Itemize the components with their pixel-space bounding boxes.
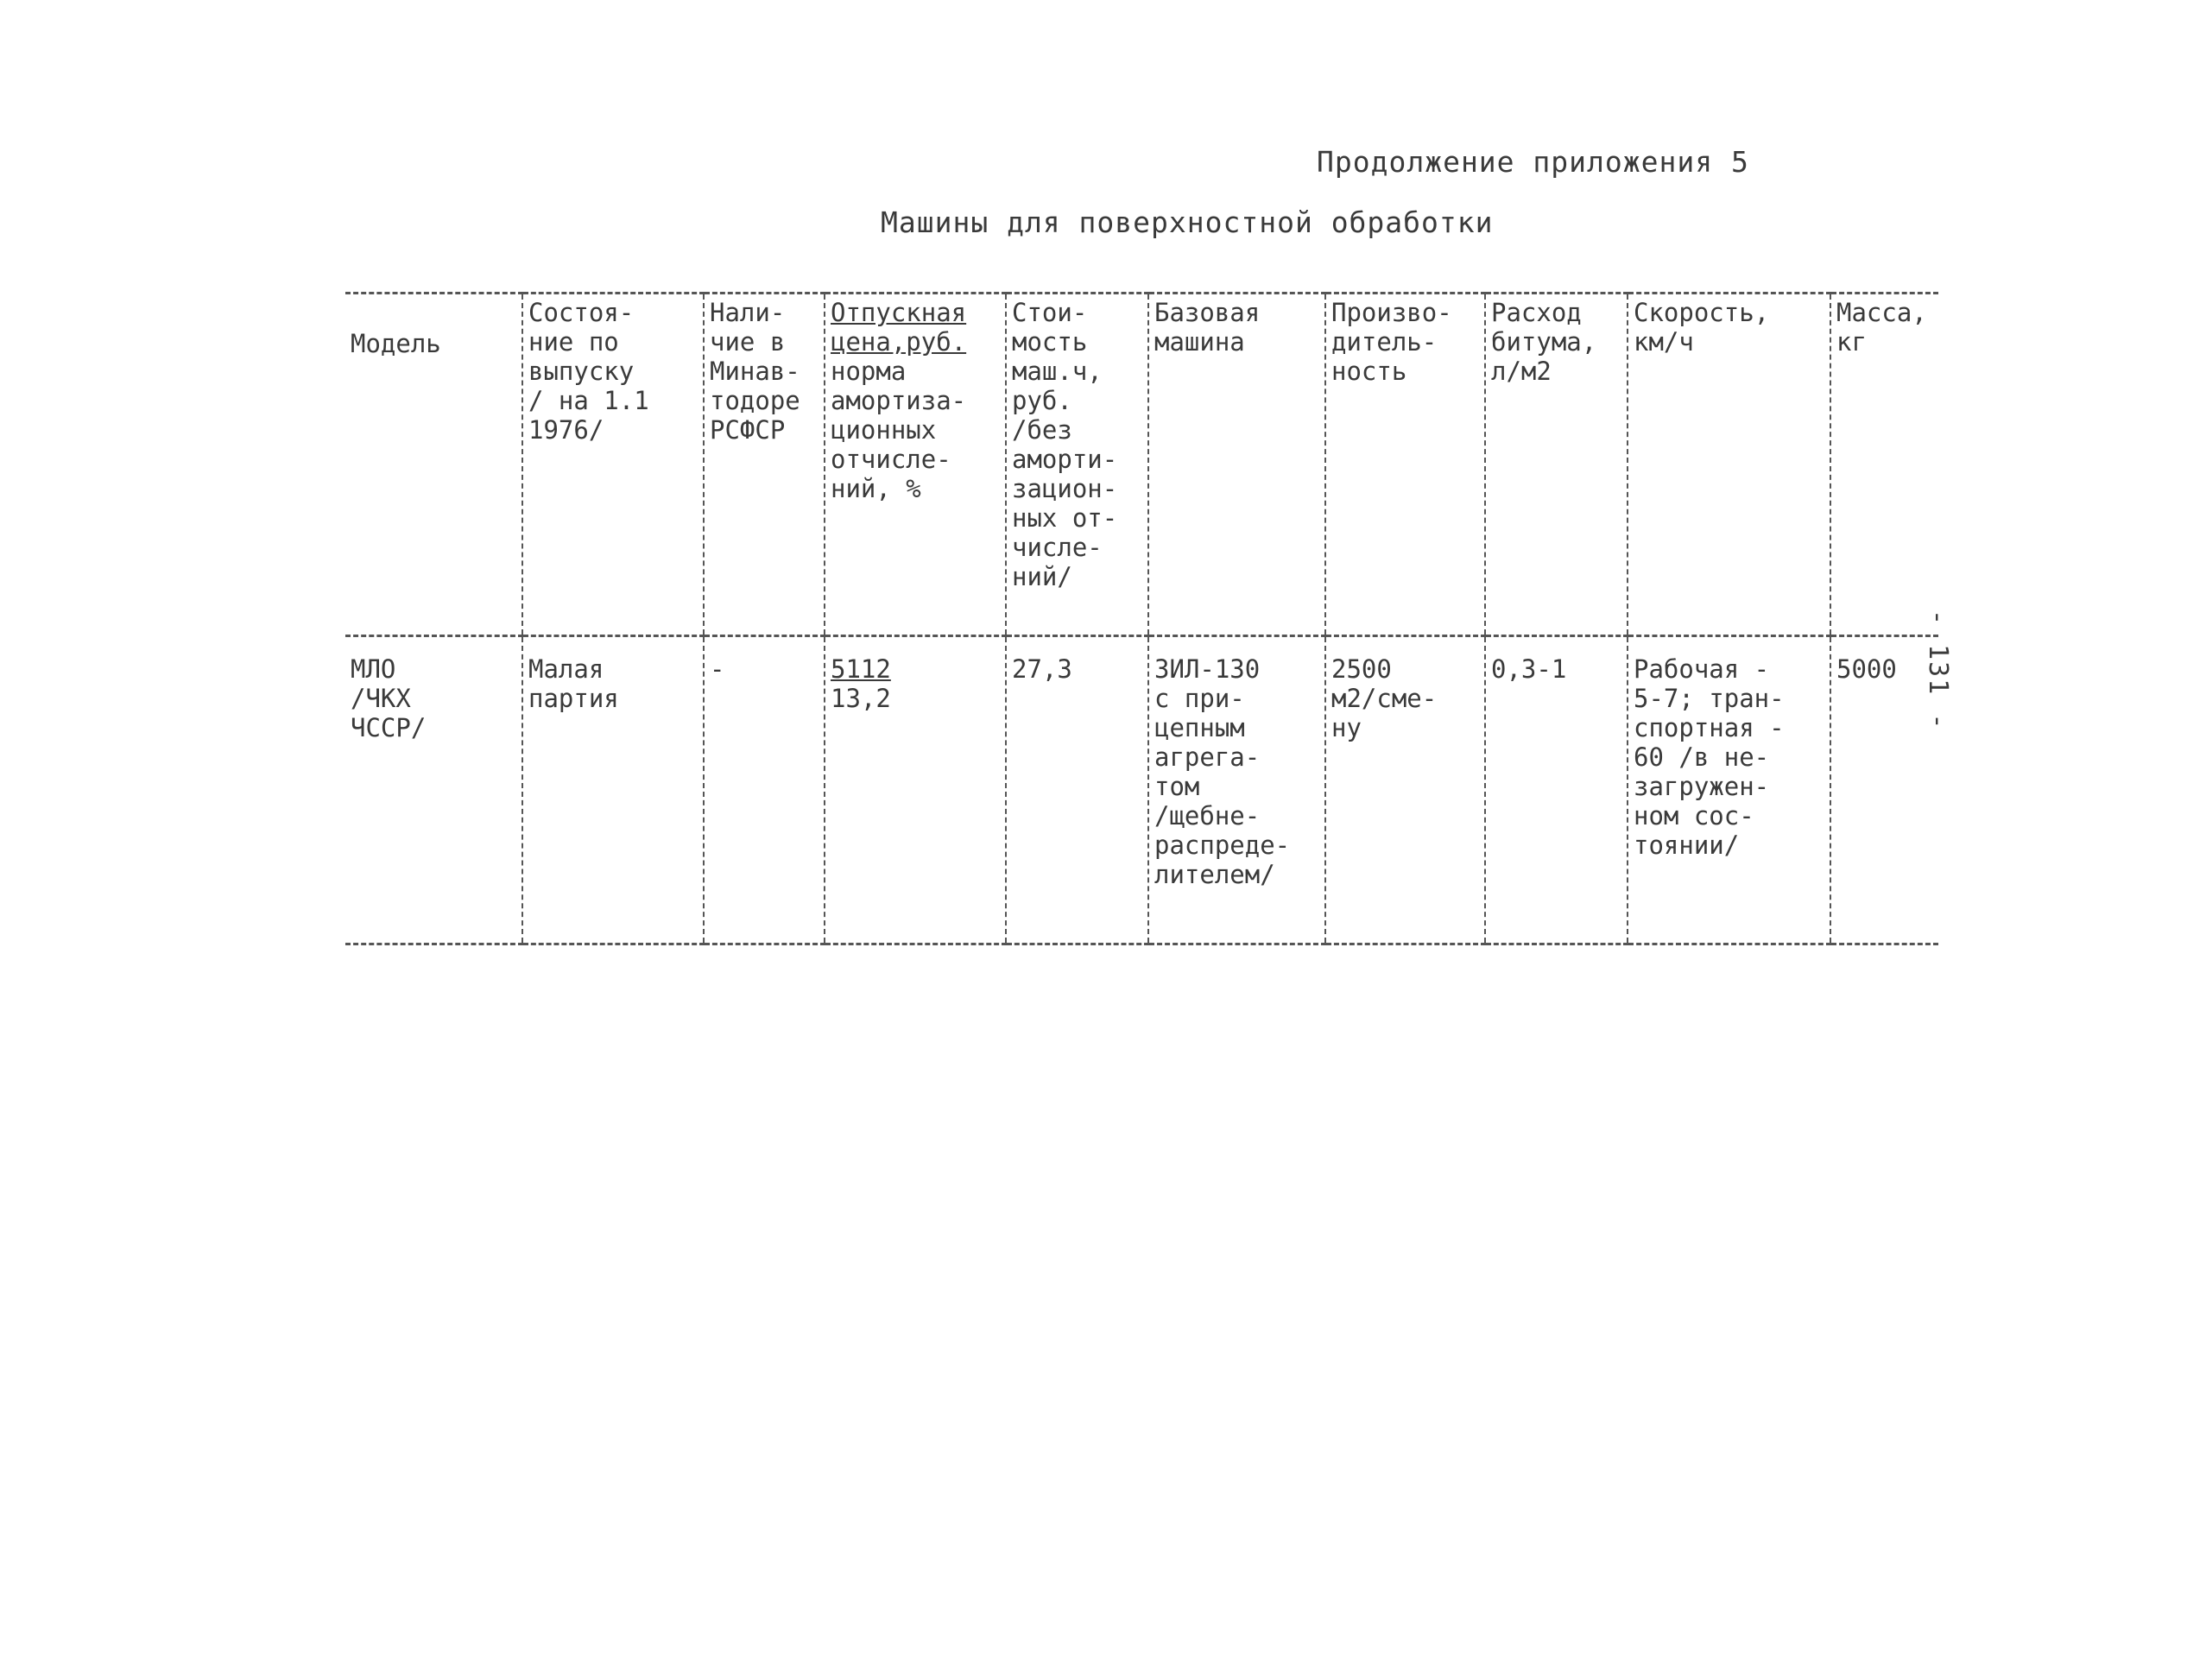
header-mass: Масса, кг bbox=[1830, 294, 1938, 636]
page-subtitle: Машины для поверхностной обработки bbox=[881, 205, 1494, 239]
header-speed: Скорость, км/ч bbox=[1628, 294, 1830, 636]
header-availability: Нали- чие в Минав- тодоре РСФСР bbox=[704, 294, 825, 636]
cell-mass: 5000 bbox=[1830, 636, 1938, 944]
header-cost: Стои- мость маш.ч, руб. /без аморти- зацион- ных от- числе- ний/ bbox=[1006, 294, 1148, 636]
cell-cost: 27,3 bbox=[1006, 636, 1148, 944]
header-status: Состоя- ние по выпуску / на 1.1 1976/ bbox=[522, 294, 704, 636]
cell-availability: - bbox=[704, 636, 825, 944]
cell-price-rate: 13,2 bbox=[831, 684, 891, 713]
header-consumption: Расход битума, л/м2 bbox=[1485, 294, 1628, 636]
header-base: Базовая машина bbox=[1148, 294, 1325, 636]
table-row bbox=[345, 636, 1938, 944]
page-heading: Продолжение приложения 5 bbox=[1317, 145, 1749, 179]
cell-consumption: 0,3-1 bbox=[1485, 636, 1628, 944]
header-price-line2: норма амортиза- ционных отчисле- ний, % bbox=[831, 357, 967, 503]
page-number: - 131 - bbox=[1923, 609, 1953, 731]
cell-status: Малая партия bbox=[522, 636, 704, 944]
cell-productivity: 2500 м2/сме- ну bbox=[1325, 636, 1485, 944]
cell-model: МЛО /ЧКХ ЧССР/ bbox=[345, 636, 522, 944]
header-price-line1: Отпускная цена,руб. bbox=[831, 298, 967, 357]
cell-price bbox=[825, 636, 1006, 944]
header-price bbox=[825, 294, 1006, 636]
cell-speed: Рабочая - 5-7; тран- спортная - 60 /в не- загружен- ном сос- тоянии/ bbox=[1628, 636, 1830, 944]
table-header-row bbox=[345, 294, 1938, 636]
cell-price-value: 5112 bbox=[831, 654, 891, 684]
header-model: Модель bbox=[345, 294, 522, 636]
cell-base: ЗИЛ-130 с при- цепным агрега- том /щебне- распреде- лителем/ bbox=[1148, 636, 1325, 944]
header-productivity: Произво- дитель- ность bbox=[1325, 294, 1485, 636]
machine-spec-table bbox=[345, 292, 1938, 945]
spec-table-container bbox=[345, 292, 1938, 945]
